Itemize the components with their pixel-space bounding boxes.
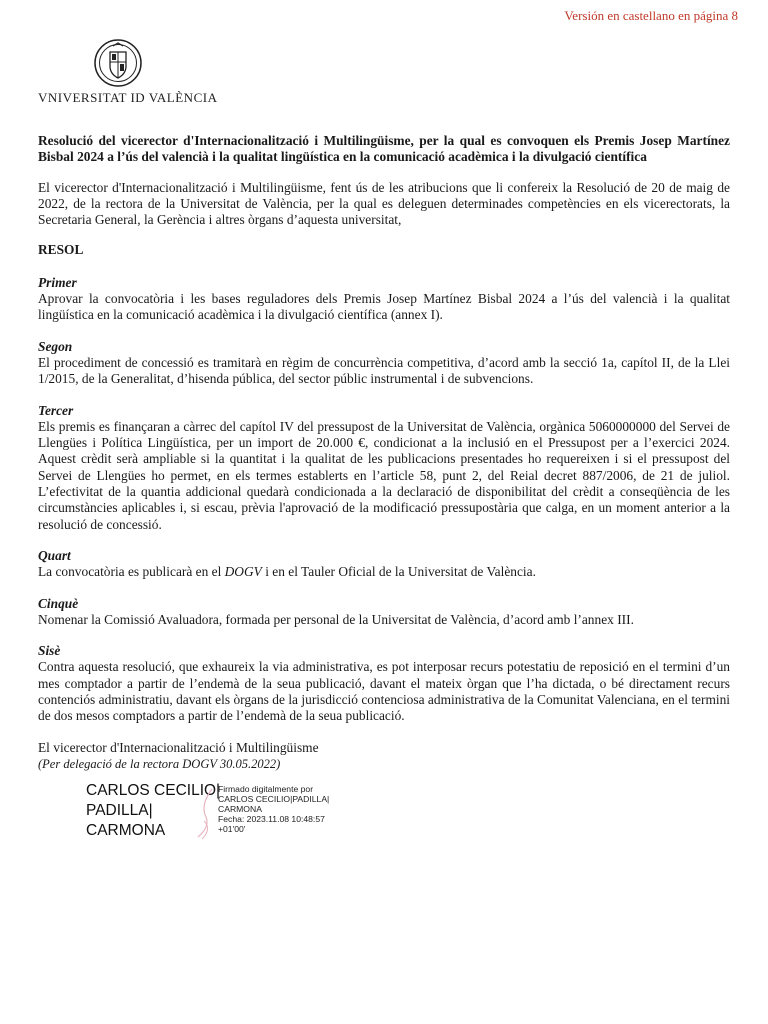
digital-signature [86, 781, 386, 841]
section-heading: Quart [38, 547, 71, 563]
section-text-part: La convocatòria es publicarà en el [38, 564, 225, 580]
institution-name: VNIVERSITAT ID VALÈNCIA [38, 90, 218, 105]
signature-detail-line: CARLOS CECILIO|PADILLA| [218, 794, 330, 804]
signature-detail-line: +01'00' [218, 824, 246, 834]
university-logo [38, 38, 218, 106]
section-text: Aprovar la convocatòria i les bases reguladores dels Premis Josep Martínez Bisbal 2024 a l’ús del valencià i la qualitat lingüística en la comunicació acadèmica i la divulgació científica (annex I). [38, 291, 730, 323]
section-heading: Cinquè [38, 595, 79, 611]
document-body [38, 133, 730, 772]
section-heading: Tercer [38, 402, 74, 418]
resol-heading: RESOL [38, 242, 84, 258]
section-text: Nomenar la Comissió Avaluadora, formada per personal de la Universitat de València, d’acord amb l’annex III. [38, 611, 634, 627]
signature-details [218, 784, 329, 834]
version-note: Versión en castellano en página 8 [564, 8, 738, 23]
section-text [38, 564, 730, 580]
signature-detail-line: CARMONA [218, 804, 262, 814]
university-seal-icon [93, 38, 143, 88]
signature-detail-line: Fecha: 2023.11.08 10:48:57 [218, 814, 325, 824]
section-text: Contra aquesta resolució, que exhaureix la via administrativa, es pot interposar recurs potestatiu de reposició en el termini d’un mes comptador a partir de l’endemà de la seua publicació, davant el mateix òrgan que l’ha dictada, o bé directament recurs contenciós administratiu, davant els òrgans de la jurisdicció contenciosa administrativa de la Comunitat Valenciana, en el termini de dos mesos comptadors a partir de l’endemà de la seua publicació. [38, 659, 730, 724]
section-heading: Primer [38, 274, 77, 290]
section-heading: Sisè [38, 643, 61, 659]
signature-detail-line: Firmado digitalmente por [218, 784, 314, 794]
section-heading: Segon [38, 338, 73, 354]
section-text: El procediment de concessió es tramitarà en règim de concurrència competitiva, d’acord amb la secció 1a, capítol II, de la Llei 1/2015, de la Generalitat, d’hisenda pública, del sector públic instrumental i de subvencions. [38, 354, 730, 387]
signatory-title: El vicerector d'Internacionalització i Multilingüisme [38, 739, 319, 755]
delegation-note: (Per delegació de la rectora DOGV 30.05.2022) [38, 756, 281, 771]
signer-name-line: PADILLA| [86, 802, 153, 819]
signer-name-line: CARLOS CECILIO| [86, 782, 221, 799]
section-text-part: i en el Tauler Oficial de la Universitat de València. [261, 564, 536, 580]
intro-paragraph: El vicerector d'Internacionalització i Multilingüisme, fent ús de les atribucions que li confereix la Resolució de 20 de maig de 2022, de la rectora de la Universitat de València, per la qual es deleguen determinades competències en els vicerectorats, la Secretaria General, la Gerència i altres òrgans d’aquesta universitat, [38, 179, 730, 228]
signature-flourish-icon [190, 785, 218, 841]
section-text: Els premis es finançaran a càrrec del capítol IV del pressupost de la Universitat de València, orgànica 5060000000 del Servei de Llengües i Política Lingüística, per un import de 20.000 €, condicionat a la inclusió en el Pressupost per a l’exercici 2024. Aquest crèdit serà ampliable si la quantitat i la qualitat de les publicacions presentades ho requereixen i si el pressupost del Servei de Llengües ho permet, en els termes establerts en l’article 58, punt 2, del Reial decret 887/2006, de 21 de juliol. L’efectivitat de la quantia addicional quedarà condicionada a la declaració de disponibilitat del crèdit a conseqüència de les circumstàncies aplicables i, si escau, prèvia l'aprovació de la modificació pressupostària que calga, en un moment anterior a la resolució de concessió. [38, 418, 730, 532]
dogv-italic: DOGV [224, 564, 262, 580]
document-title: Resolució del vicerector d'Internacionalització i Multilingüisme, per la qual es convoquen els Premis Josep Martínez Bisbal 2024 a l’ús del valencià i la qualitat lingüística en la comunicació acadèmica i la divulgació científica [38, 133, 730, 165]
signer-name-line: CARMONA [86, 822, 166, 839]
